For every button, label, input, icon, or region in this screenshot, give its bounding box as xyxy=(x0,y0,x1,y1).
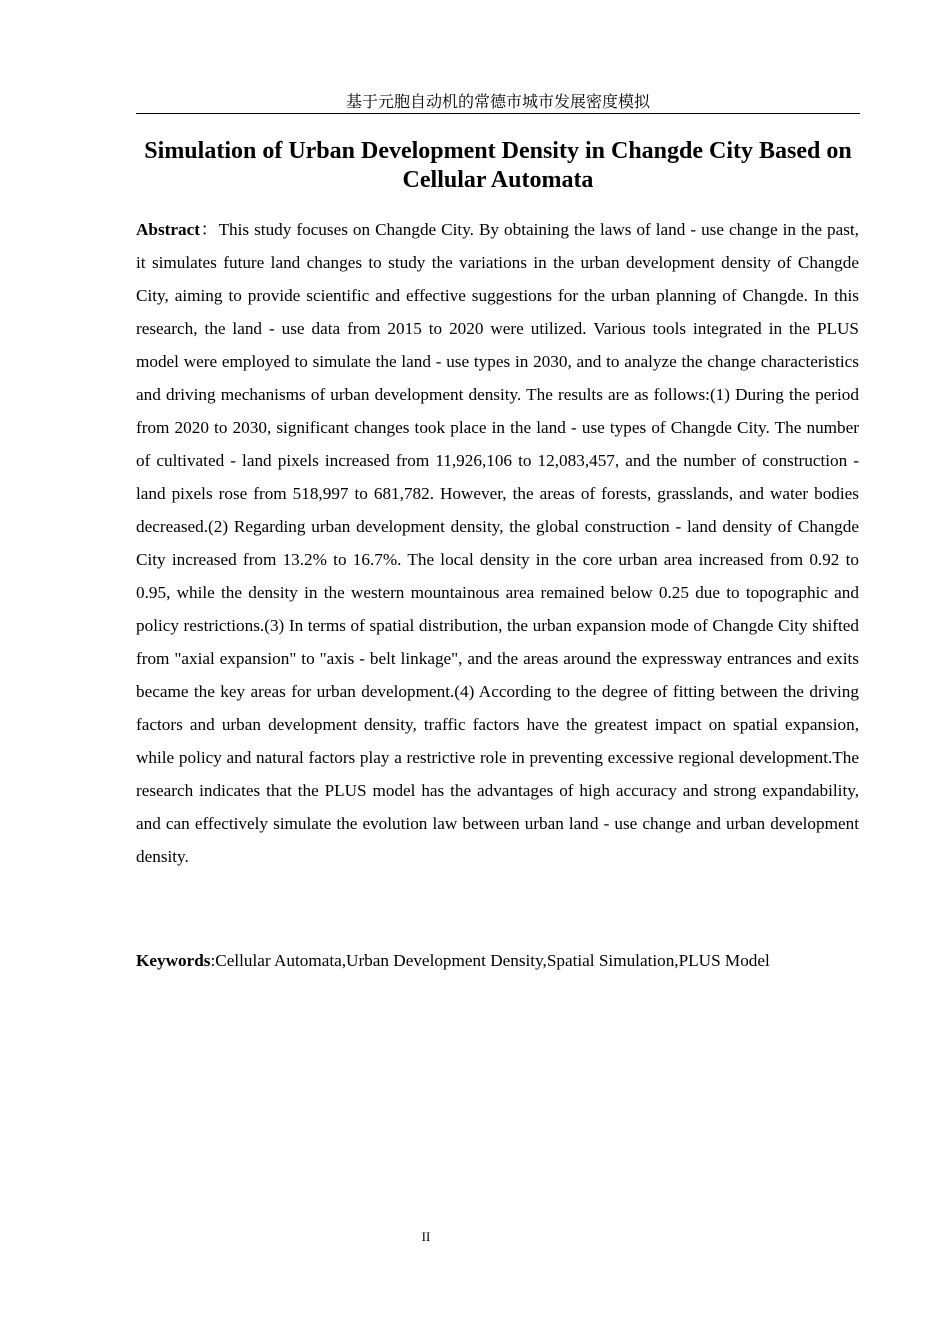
running-header-title: 基于元胞自动机的常德市城市发展密度模拟 xyxy=(345,92,650,111)
abstract-paragraph xyxy=(136,213,859,873)
page-number: II xyxy=(421,1229,431,1244)
paper-title: Simulation of Urban Development Density in Changde City Based on Cellular Automata xyxy=(144,138,852,193)
abstract-label: Abstract xyxy=(136,220,200,239)
keywords-list: Cellular Automata,Urban Development Density,Spatial Simulation,PLUS Model xyxy=(215,951,770,970)
running-header xyxy=(136,92,860,114)
abstract-separator: ： xyxy=(199,220,219,239)
abstract-body: This study focuses on Changde City. By obtaining the laws of land - use change in the past, it simulates future land changes to study the variations in the urban development density of Changde City, aiming to provide scientific and effective suggestions for the urban planning of Changde. In this research, the land - use data from 2015 to 2020 were utilized. Various tools integrated in the PLUS model were employed to simulate the land - use types in 2030, and to analyze the change characteristics and driving mechanisms of urban development density. The results are as follows:(1) During the period from 2020 to 2030, significant changes took place in the land - use types of Changde City. The number of cultivated - land pixels increased from 11,926,106 to 12,083,457, and the number of construction - land pixels rose from 518,997 to 681,782. However, the areas of forests, grasslands, and water bodies decreased.(2) Regarding urban development density, the global construction - land density of Changde City increased from 13.2% to 16.7%. The local density in the core urban area increased from 0.92 to 0.95, while the density in the western mountainous area remained below 0.25 due to topographic and policy restrictions.(3) In terms of spatial distribution, the urban expansion mode of Changde City shifted from "axial expansion" to "axis - belt linkage", and the areas around the expressway entrances and exits became the key areas for urban development.(4) According to the degree of fitting between the driving factors and urban development density, traffic factors have the greatest impact on spatial expansion, while policy and natural factors play a restrictive role in preventing excessive regional development.The research indicates that the PLUS model has the advantages of high accuracy and strong expandability, and can effectively simulate the evolution law between urban land - use change and urban development density. xyxy=(136,220,859,866)
keywords-label: Keywords xyxy=(136,951,211,970)
keywords-separator: : xyxy=(210,951,216,970)
keywords-line xyxy=(136,944,876,977)
